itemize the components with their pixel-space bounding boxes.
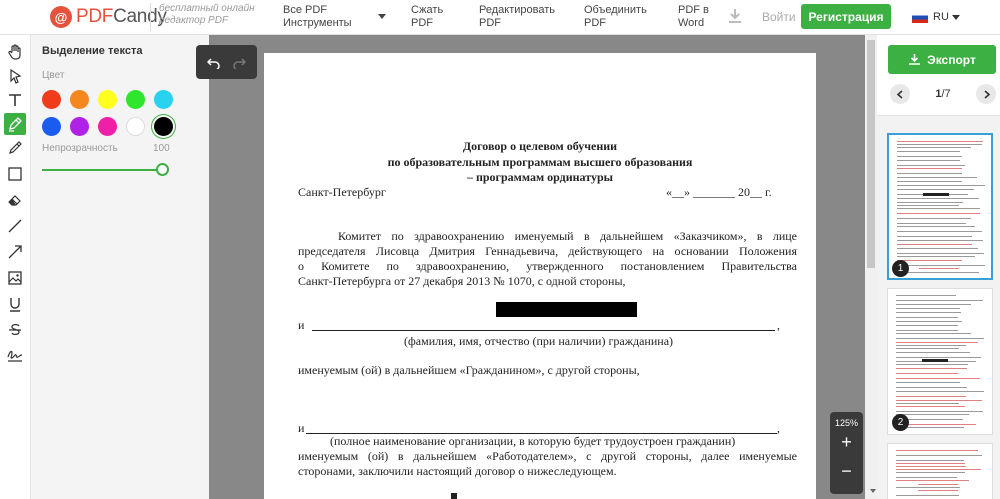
language-selector[interactable]: RU bbox=[912, 11, 960, 23]
color-swatch[interactable] bbox=[126, 117, 145, 136]
thumbnail-text-line bbox=[897, 177, 977, 178]
highlight-tool[interactable] bbox=[4, 113, 26, 135]
arrow-icon bbox=[7, 244, 23, 260]
undo-icon bbox=[207, 56, 220, 69]
thumbnail-text-line bbox=[897, 185, 985, 186]
thumbnail-text-line bbox=[896, 352, 970, 353]
thumbnail-text-line bbox=[896, 304, 971, 305]
thumbnail-text-line bbox=[896, 317, 958, 318]
prev-page-button[interactable] bbox=[890, 84, 910, 104]
logo-brand: PDF bbox=[76, 6, 114, 27]
thumbnail-text-line bbox=[897, 231, 982, 232]
zoom-in-button[interactable]: + bbox=[841, 431, 852, 452]
select-tool[interactable] bbox=[4, 65, 26, 87]
thumbnail-text-line bbox=[896, 472, 965, 473]
scroll-down-arrow-icon[interactable] bbox=[870, 489, 876, 493]
download-icon bbox=[908, 53, 921, 66]
thumbnail-text-line bbox=[896, 391, 984, 392]
zoom-control bbox=[830, 412, 863, 494]
text-icon bbox=[7, 92, 23, 108]
thumbnail-text-line bbox=[896, 308, 960, 309]
doc-comma: , bbox=[777, 421, 780, 435]
fill-in-line bbox=[312, 330, 775, 331]
redo-button[interactable] bbox=[227, 50, 251, 74]
eraser-tool[interactable] bbox=[4, 189, 26, 211]
chevron-left-icon bbox=[896, 90, 905, 99]
doc-title-line2: по образовательным программам высшего образования bbox=[387, 155, 693, 169]
thumbnail-text-line bbox=[897, 226, 975, 227]
tool-rail bbox=[0, 35, 31, 499]
thumbnail-text-line bbox=[897, 144, 982, 145]
thumbnail-number: 2 bbox=[892, 414, 909, 431]
thumbnail-text-line bbox=[896, 342, 978, 343]
nav-all-tools[interactable]: Все PDF Инструменты bbox=[283, 4, 352, 29]
opacity-label: Непрозрачность bbox=[42, 143, 118, 154]
thumbnail-text-line bbox=[897, 165, 965, 166]
strikethrough-tool[interactable] bbox=[4, 319, 26, 341]
thumbnail-text-line bbox=[896, 406, 965, 407]
color-swatch[interactable] bbox=[98, 117, 117, 136]
thumbnail-text-line bbox=[897, 160, 960, 161]
thumbnail-text-line bbox=[897, 236, 972, 237]
nav-edit-pdf[interactable]: Редактировать PDF bbox=[479, 4, 555, 29]
page-thumbnail-3[interactable] bbox=[887, 443, 993, 499]
thumbnail-text-line bbox=[897, 147, 971, 148]
thumbnail-text-line bbox=[897, 265, 985, 266]
thumbnail-text-line bbox=[897, 244, 972, 245]
thumbnail-text-line bbox=[897, 240, 983, 241]
thumbnail-text-line bbox=[896, 455, 982, 456]
nav-compress-pdf[interactable]: Сжать PDF bbox=[411, 4, 444, 29]
thumbnail-text-line bbox=[897, 156, 962, 157]
thumbnail-text-line bbox=[896, 295, 956, 296]
opacity-slider-track[interactable] bbox=[42, 169, 162, 171]
signature-icon bbox=[7, 347, 23, 363]
thumbnail-text-line bbox=[896, 495, 959, 496]
export-button[interactable]: Экспорт bbox=[888, 45, 996, 74]
chevron-right-icon bbox=[982, 90, 991, 99]
doc-paragraph-line: Санкт-Петербурга от 27 декабря 2013 № 1070, с одной стороны, bbox=[298, 274, 626, 288]
download-icon[interactable] bbox=[728, 8, 742, 24]
thumbnail-text-line bbox=[896, 487, 960, 488]
arrow-tool[interactable] bbox=[4, 241, 26, 263]
scrollbar-thumb[interactable] bbox=[867, 40, 875, 268]
employer-line: именуемым (ой) в дальнейшем «Работодателем», с другой стороны, далее именуемые bbox=[298, 449, 797, 463]
login-link[interactable]: Войти bbox=[762, 10, 796, 24]
zoom-out-button[interactable]: − bbox=[841, 460, 852, 481]
thumbnail-text-line bbox=[918, 490, 958, 491]
thumbnail-text-line bbox=[896, 480, 969, 481]
rectangle-icon bbox=[7, 166, 23, 182]
thumbnail-text-line bbox=[897, 213, 980, 214]
highlighter-icon bbox=[7, 116, 23, 132]
thumbnail-text-line bbox=[897, 141, 983, 142]
thumbnail-text-line bbox=[896, 387, 967, 388]
thumbnail-text-line bbox=[896, 357, 981, 358]
thumbnail-text-line bbox=[896, 477, 957, 478]
thumbnail-text-line bbox=[896, 378, 980, 379]
line-icon bbox=[7, 218, 23, 234]
next-page-button[interactable] bbox=[976, 84, 996, 104]
color-swatch[interactable] bbox=[70, 117, 89, 136]
page-indicator: 1/7 bbox=[935, 88, 951, 100]
doc-city: Санкт-Петербург bbox=[298, 185, 386, 199]
thumbnail-text-line bbox=[897, 208, 980, 209]
doc-and: и bbox=[298, 318, 305, 332]
text-tool[interactable] bbox=[4, 89, 26, 111]
thumbnail-text-line bbox=[896, 300, 983, 301]
thumbnail-text-line bbox=[896, 330, 958, 331]
thumbnail-text-line bbox=[896, 364, 968, 365]
thumbnail-redaction bbox=[922, 359, 948, 362]
doc-and: и bbox=[298, 421, 305, 435]
thumbnail-text-line bbox=[897, 198, 979, 199]
pointer-icon bbox=[7, 68, 23, 84]
thumbnail-text-line bbox=[897, 248, 978, 249]
doc-title-line1: Договор о целевом обучении bbox=[462, 139, 618, 153]
thumbnail-text-line bbox=[896, 338, 984, 339]
thumbnail-text-line bbox=[896, 463, 965, 464]
russia-flag-icon bbox=[912, 12, 928, 23]
color-swatch[interactable] bbox=[154, 117, 173, 136]
org-caption: (полное наименование организации, в которую будет трудоустроен гражданин) bbox=[330, 434, 736, 448]
undo-button[interactable] bbox=[201, 50, 225, 74]
underline-tool[interactable] bbox=[4, 293, 26, 315]
tagline: бесплатный онлайн редактор PDF bbox=[150, 3, 285, 31]
thumbnail-text-line bbox=[896, 312, 961, 313]
opacity-value: 100 bbox=[153, 143, 170, 154]
color-swatch[interactable] bbox=[42, 117, 61, 136]
logo-icon: @ bbox=[50, 6, 72, 28]
doc-comma: , bbox=[777, 318, 780, 332]
thumbnail-text-line bbox=[896, 403, 959, 404]
thumbnail-text-line bbox=[896, 469, 981, 470]
thumbnail-text-line bbox=[896, 325, 958, 326]
pencil-tool[interactable] bbox=[4, 137, 26, 159]
doc-date: «__» _______ 20__ г. bbox=[666, 185, 772, 199]
fio-caption: (фамилия, имя, отчество (при наличии) гражданина) bbox=[404, 334, 674, 348]
thumbnail-text-line bbox=[897, 253, 984, 254]
line-tool[interactable] bbox=[4, 215, 26, 237]
app-header bbox=[0, 0, 1000, 35]
thumbnail-text-line bbox=[897, 256, 975, 257]
doc-paragraph-line: председателя Лисовца Дмитрия Геннадьевича, действующего на основании Положения bbox=[298, 244, 797, 258]
thumbnail-text-line bbox=[896, 345, 966, 346]
opacity-slider-handle[interactable] bbox=[156, 163, 169, 176]
redo-icon bbox=[233, 56, 246, 69]
doc-title-line3: – программам ординатуры bbox=[466, 170, 614, 184]
page-thumbnail-1[interactable] bbox=[887, 133, 993, 280]
rectangle-tool[interactable] bbox=[4, 163, 26, 185]
strikethrough-icon bbox=[7, 322, 23, 338]
thumbnail-text-line bbox=[896, 414, 969, 415]
thumbnail-text-line bbox=[896, 333, 971, 334]
thumbnail-number: 1 bbox=[892, 260, 909, 277]
thumbnail-text-line bbox=[896, 382, 960, 383]
thumbnail-text-line bbox=[896, 396, 966, 397]
thumbnail-text-line bbox=[896, 321, 962, 322]
thumbnail-text-line bbox=[897, 218, 971, 219]
thumbnail-redaction bbox=[923, 193, 949, 196]
highlight-options-panel bbox=[31, 35, 209, 499]
thumbnail-text-line bbox=[896, 466, 966, 467]
color-swatch[interactable] bbox=[126, 90, 145, 109]
logo-brand2: Candy bbox=[113, 6, 167, 27]
image-icon bbox=[7, 270, 23, 286]
color-swatch[interactable] bbox=[42, 90, 61, 109]
thumbnail-text-line bbox=[918, 484, 958, 485]
thumbnail-text-line bbox=[897, 202, 963, 203]
register-button[interactable]: Регистрация bbox=[801, 4, 891, 29]
thumbnail-text-line bbox=[897, 260, 962, 261]
eraser-icon bbox=[7, 192, 23, 208]
underline-icon bbox=[7, 296, 23, 312]
page-thumbnail-2[interactable] bbox=[887, 288, 993, 435]
color-label: Цвет bbox=[42, 70, 65, 81]
hand-icon bbox=[7, 44, 23, 60]
chevron-down-icon bbox=[952, 15, 960, 20]
thumbnail-text-line bbox=[896, 348, 959, 349]
thumbnail-text-line bbox=[897, 168, 962, 169]
panel-title: Выделение текста bbox=[42, 45, 143, 57]
undo-redo-toolbar bbox=[196, 45, 257, 79]
pdf-page[interactable] bbox=[264, 53, 816, 499]
thumbnail-text-line bbox=[897, 151, 960, 152]
thumbnail-text-line bbox=[896, 373, 958, 374]
nav-pdf-to-word[interactable]: PDF в Word bbox=[678, 4, 709, 29]
doc-paragraph-line: Комитет по здравоохранению именуемый в дальнейшем «Заказчиком», в лице bbox=[338, 229, 797, 243]
thumbnail-text-line bbox=[896, 400, 982, 401]
color-swatch[interactable] bbox=[70, 90, 89, 109]
thumbnail-text-line bbox=[897, 181, 962, 182]
redaction-box[interactable] bbox=[496, 302, 637, 317]
image-tool[interactable] bbox=[4, 267, 26, 289]
pencil-icon bbox=[7, 140, 23, 156]
doc-paragraph-line: о Комитете по здравоохранению, утвержденного постановлением Правительства bbox=[298, 259, 797, 273]
zoom-level: 125% bbox=[834, 418, 859, 428]
thumbnail-text-line bbox=[897, 205, 959, 206]
thumbnail-text-line bbox=[896, 460, 964, 461]
color-swatch[interactable] bbox=[154, 90, 173, 109]
thumbnail-text-line bbox=[919, 268, 959, 269]
section-heading-fragment bbox=[451, 493, 457, 499]
thumbnail-text-line bbox=[897, 223, 966, 224]
thumbnail-text-line bbox=[897, 189, 974, 190]
employer-line: сторонами, заключили настоящий договор о нижеследующем. bbox=[298, 464, 617, 478]
hand-tool[interactable] bbox=[4, 41, 26, 63]
thumbnail-text-line bbox=[897, 272, 979, 273]
signature-tool[interactable] bbox=[4, 344, 26, 366]
thumbnail-text-line bbox=[896, 450, 978, 451]
thumbnail-text-line bbox=[896, 368, 967, 369]
color-swatch[interactable] bbox=[98, 90, 117, 109]
thumbnail-text-line bbox=[896, 411, 983, 412]
thumbnail-list[interactable] bbox=[877, 116, 1000, 499]
chevron-down-icon[interactable] bbox=[378, 14, 386, 19]
citizen-line: именуемым (ой) в дальнейшем «Гражданином», с другой стороны, bbox=[298, 363, 640, 377]
thumbnail-text-line bbox=[897, 173, 962, 174]
nav-merge-pdf[interactable]: Объединить PDF bbox=[584, 4, 647, 29]
